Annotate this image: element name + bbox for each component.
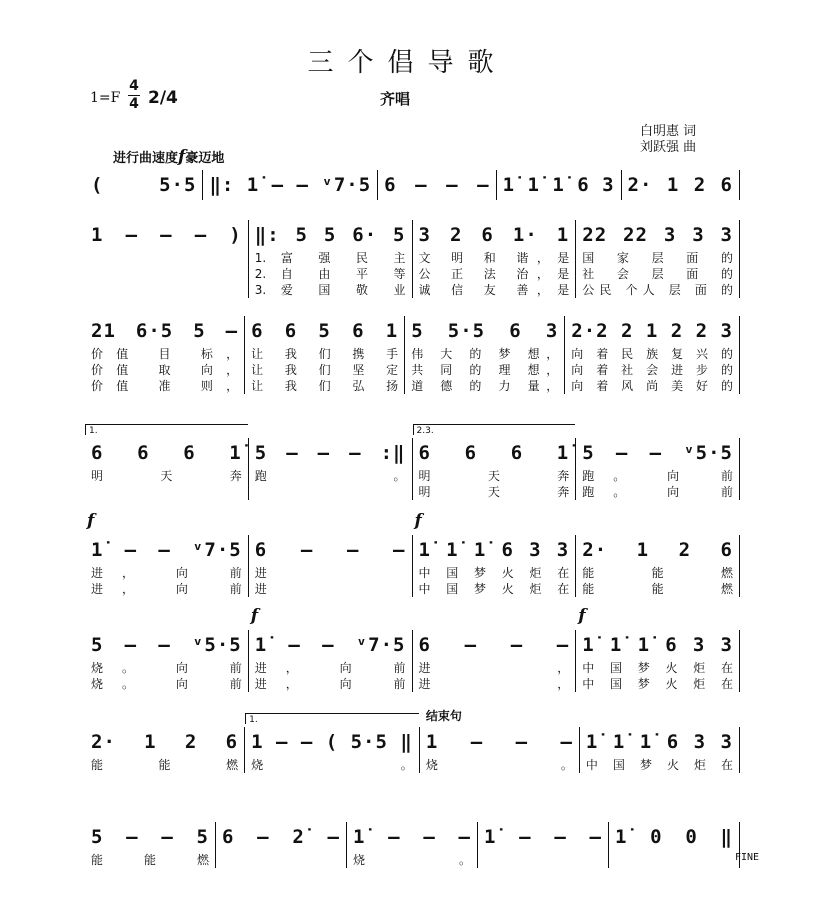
measure	[405, 316, 565, 394]
measure	[203, 170, 378, 200]
notes: 1̇ — — ᵛ7·5	[254, 634, 406, 656]
lyric-line: 能 能 燃	[91, 758, 239, 772]
notes: 1̇ — — ᵛ7·5	[91, 539, 242, 561]
tempo-text: 进行曲速度	[113, 151, 179, 166]
notes: 5 — — ᵛ5·5	[91, 634, 242, 656]
notes: 6 6 6 1̇	[91, 442, 242, 464]
measure	[609, 822, 740, 868]
notes: 1̇ — — —	[353, 826, 471, 848]
notes: 2· 1 2 6	[582, 539, 733, 561]
volta-bracket: 2.3.	[413, 424, 576, 435]
measure	[413, 220, 577, 298]
lyric-line: 价值 目 标，	[91, 347, 239, 361]
dynamic-forte: f	[578, 606, 586, 626]
lyric-line: 跑。	[254, 469, 406, 483]
lyric-line: 诚 信 友 善，是	[418, 283, 570, 297]
measure	[622, 170, 740, 200]
lyric-line: 跑。 向 前	[582, 485, 733, 499]
lyric-line: 国 家 层 面 的	[582, 251, 733, 265]
lyric-line: 公民 个人 层 面 的	[582, 283, 733, 297]
lyric-line: 烧。	[251, 758, 413, 772]
notes: 21 6·5 5 —	[91, 320, 239, 342]
staff-system	[85, 709, 740, 773]
measure	[413, 426, 577, 500]
lyric-line: 价值 准 则，	[91, 379, 239, 393]
lyric-line: 1. 富 强 民 主	[254, 251, 406, 265]
lyric-line: 共 同 的 理 想，	[411, 363, 559, 377]
measure	[565, 316, 740, 394]
measure	[216, 822, 347, 868]
measure	[85, 727, 245, 773]
notes: 1 — — —	[425, 731, 573, 753]
notes: 5 5·5 6 3	[411, 320, 559, 342]
lyric-line: 3. 爱 国 敬 业	[254, 283, 406, 297]
expression-text: 豪迈地	[185, 151, 225, 166]
lyric-line: 进	[254, 582, 267, 596]
lyricist-credit: 白明惠 词	[640, 124, 697, 139]
song-title: 三个倡导歌	[307, 48, 508, 78]
volta-bracket: 1.	[85, 424, 248, 435]
measure	[576, 606, 740, 692]
lyric-line: 中 国 梦 火 炬 在	[585, 758, 733, 772]
lyric-line: 进	[254, 566, 267, 580]
notes: 1̇ 1̇ 1̇ 6 3	[502, 174, 615, 196]
notes: 1̇ 1̇ 1̇ 6 3 3	[582, 634, 733, 656]
lyric-line: 让 我 们 坚 定	[251, 363, 399, 377]
lyric-line: 公 正 法 治，是	[418, 267, 570, 281]
measure	[85, 630, 249, 692]
measure	[420, 709, 580, 773]
lyric-line: 2. 自 由 平 等	[254, 267, 406, 281]
notes: 6 — — —	[384, 174, 490, 196]
measure	[85, 822, 216, 868]
staff-system	[85, 426, 740, 500]
lyric-line: 进，	[418, 661, 570, 675]
measure	[378, 170, 496, 200]
lyric-line: 跑。 向 前	[582, 469, 733, 483]
measure	[413, 511, 577, 597]
notes: 3 2 6 1· 1	[418, 224, 570, 246]
time-signature	[128, 78, 140, 113]
lyric-line: 中 国 梦 火 炬 在	[418, 582, 570, 596]
measure	[85, 426, 249, 500]
notes: 1̇ — — —	[484, 826, 602, 848]
composer-credit: 刘跃强 曲	[640, 140, 697, 155]
measure	[576, 438, 740, 500]
notes: 1̇ 1̇ 1̇ 6 3 3	[418, 539, 570, 561]
lyric-line: 进， 向 前	[91, 566, 242, 580]
measure	[249, 438, 413, 500]
lyric-line: 进， 向 前	[91, 582, 242, 596]
notes: ‖: 5 5 6· 5	[254, 224, 406, 246]
dynamic-forte: f	[250, 606, 259, 626]
lyric-line: 进，	[418, 677, 570, 691]
measure	[85, 170, 203, 200]
lyric-line: 向 着 社 会 进 步 的	[571, 363, 733, 377]
staff-system	[85, 316, 740, 394]
lyric-line: 烧。	[425, 758, 573, 772]
notes: 5 — — — :‖	[254, 442, 406, 464]
notes: 6 6 5 6 1	[251, 320, 399, 342]
staff-system	[85, 511, 740, 597]
measure	[576, 220, 740, 298]
notes: 2·2 2 1 2 2 3	[571, 320, 733, 342]
measure	[413, 630, 577, 692]
lyric-line: 烧。 向 前	[91, 677, 242, 691]
dynamic-forte: f	[414, 511, 422, 531]
notes: 1 — — ( 5·5 ‖	[251, 731, 413, 753]
lyric-line: 文 明 和 谐，是	[418, 251, 570, 265]
measure	[249, 606, 413, 692]
lyric-line: 烧。 向 前	[91, 661, 242, 675]
staff-system	[85, 606, 740, 692]
alternate-time-signature: 2/4	[148, 88, 178, 108]
notes: 2· 1 2 6	[627, 174, 733, 196]
lyric-line: 社 会 层 面 的	[582, 267, 733, 281]
measure	[245, 316, 405, 394]
lyric-line: 向 着 民 族 复 兴 的	[571, 347, 733, 361]
measure	[85, 220, 249, 298]
measure	[497, 170, 622, 200]
notes: 6 — 2̇ —	[222, 826, 340, 848]
notes: 6 — — —	[254, 539, 406, 561]
staff-system	[85, 822, 740, 868]
measure	[85, 316, 245, 394]
notes: 22 22 3 3 3	[582, 224, 733, 246]
lyric-line: 中 国 梦 火 炬 在	[418, 566, 570, 580]
measure	[245, 715, 420, 773]
lyric-line: 向 着 风 尚 美 好 的	[571, 379, 733, 393]
time-denominator: 4	[129, 96, 139, 112]
lyric-line: 道 德 的 力 量，	[411, 379, 559, 393]
notes: 2· 1 2 6	[91, 731, 239, 753]
staff-system	[85, 170, 740, 200]
lyric-line: 明 天 奔	[91, 469, 242, 483]
notes: ( 5·5	[91, 174, 197, 196]
dynamic-forte: f	[87, 511, 95, 531]
measure	[249, 220, 413, 298]
notes: 1̇ 0 0 ‖	[615, 826, 733, 848]
lyric-line: 让 我 们 弘 扬	[251, 379, 399, 393]
notes: 1̇ 1̇ 1̇ 6 3 3	[585, 731, 733, 753]
lyric-line: 让 我 们 携 手	[251, 347, 399, 361]
lyric-line: 能 能 燃	[582, 566, 733, 580]
measure	[478, 822, 609, 868]
lyric-line: 进， 向 前	[254, 661, 406, 675]
measure	[249, 535, 413, 597]
lyric-line: 明 天 奔	[418, 469, 570, 483]
time-numerator: 4	[129, 78, 139, 94]
lyric-line: 能 能 燃	[91, 853, 209, 867]
volta-bracket: 1.	[245, 713, 419, 724]
measure	[347, 822, 478, 868]
notes: 5 — — 5	[91, 826, 209, 848]
tempo-marking	[113, 147, 224, 167]
lyric-line: 中 国 梦 火 炬 在	[582, 677, 733, 691]
fine-marking: FINE	[735, 852, 760, 863]
key-signature: 1=F	[90, 90, 121, 106]
lyric-line: 价值 取 向，	[91, 363, 239, 377]
ending-label: 结束句	[425, 709, 462, 723]
performance-mode: 齐唱	[380, 90, 411, 108]
notes: 6 — — —	[418, 634, 570, 656]
staff-system	[85, 220, 740, 298]
measure	[580, 727, 740, 773]
lyric-line: 伟 大 的 梦 想，	[411, 347, 559, 361]
measure	[576, 535, 740, 597]
notes: 6 6 6 1̇	[418, 442, 570, 464]
lyric-line: 进， 向 前	[254, 677, 406, 691]
lyric-line: 烧。	[353, 853, 471, 867]
dynamic-forte: f	[178, 147, 186, 167]
measure	[85, 511, 249, 597]
notes: 1 — — — )	[91, 224, 242, 246]
lyric-line: 中 国 梦 火 炬 在	[582, 661, 733, 675]
lyric-line: 明 天 奔	[418, 485, 570, 499]
notes: ‖: 1̇ — — ᵛ7·5	[209, 174, 372, 196]
notes: 5 — — ᵛ5·5	[582, 442, 733, 464]
lyric-line: 能 能 燃	[582, 582, 733, 596]
